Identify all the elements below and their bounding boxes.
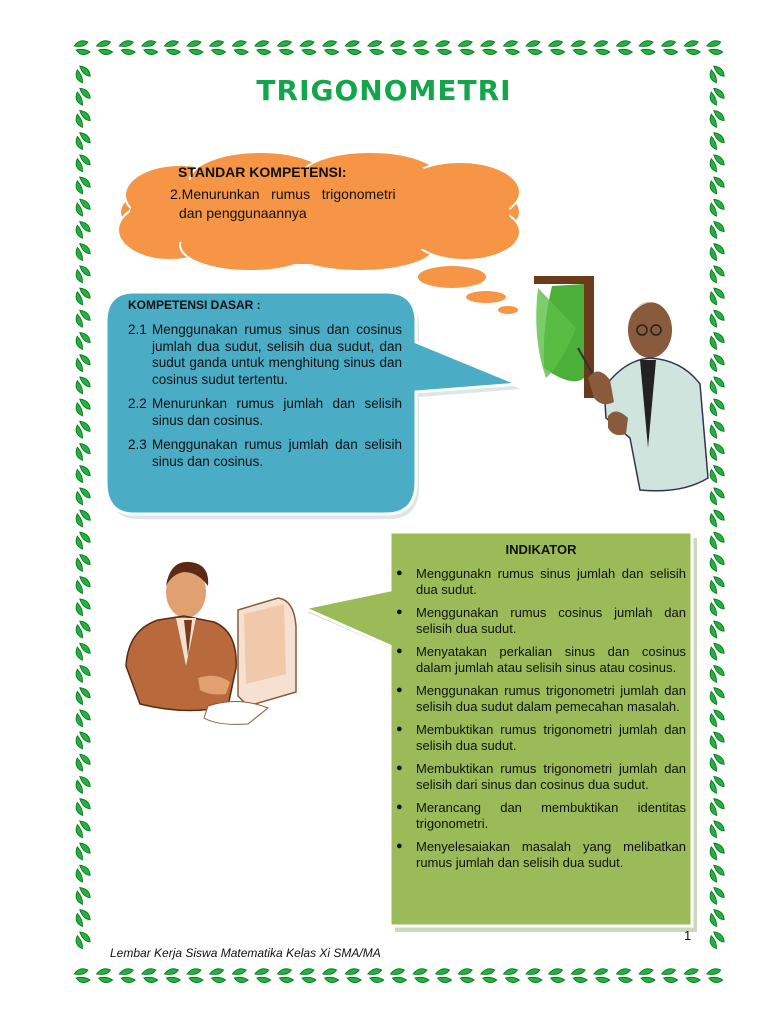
item-text: Merancang dan membuktikan identitas trigonometri. xyxy=(416,800,686,831)
leaf-ornament xyxy=(706,219,726,240)
indikator-item xyxy=(396,722,686,753)
indikator-item xyxy=(396,839,686,870)
leaf-ornament xyxy=(706,641,726,662)
leaf-ornament xyxy=(74,41,90,55)
leaf-ornament xyxy=(549,969,565,983)
leaf-ornament xyxy=(72,729,92,750)
leaf-ornament xyxy=(142,41,158,55)
leaf-ornament xyxy=(458,969,474,983)
leaf-ornament xyxy=(72,641,92,662)
item-number: 2.1 xyxy=(128,322,147,337)
footer-text: Lembar Kerja Siswa Matematika Kelas Xi SMA/MA xyxy=(110,946,381,960)
leaf-ornament xyxy=(72,374,92,395)
leaf-ornament xyxy=(72,352,92,373)
leaf-ornament xyxy=(706,840,726,861)
leaf-ornament xyxy=(706,818,726,839)
leaf-ornament xyxy=(164,41,180,55)
leaf-ornament xyxy=(594,969,610,983)
leaf-ornament xyxy=(707,41,723,55)
leaf-ornament xyxy=(72,552,92,573)
indikator-item xyxy=(396,800,686,831)
leaf-ornament xyxy=(526,969,542,983)
leaf-ornament xyxy=(255,41,271,55)
leaf-ornament xyxy=(706,108,726,129)
page-title: TRIGONOMETRI xyxy=(256,74,512,107)
leaf-ornament xyxy=(232,41,248,55)
leaf-ornament xyxy=(413,969,429,983)
leaf-ornament xyxy=(72,396,92,417)
leaf-ornament xyxy=(706,729,726,750)
teacher-clipart xyxy=(532,268,712,498)
leaf-ornament xyxy=(436,41,452,55)
leaf-ornament xyxy=(390,969,406,983)
leaf-ornament xyxy=(164,969,180,983)
leaf-ornament xyxy=(707,969,723,983)
kompetensi-dasar-item xyxy=(128,396,402,429)
leaf-ornament xyxy=(706,663,726,684)
leaf-ornament xyxy=(706,552,726,573)
leaf-ornament xyxy=(97,41,113,55)
leaf-ornament xyxy=(526,41,542,55)
leaf-ornament xyxy=(72,197,92,218)
indikator-list xyxy=(396,566,686,928)
bullet-icon: ● xyxy=(396,801,403,813)
leaf-ornament xyxy=(72,863,92,884)
leaf-ornament xyxy=(706,530,726,551)
item-number: 2.2 xyxy=(128,396,147,411)
kompetensi-dasar-list xyxy=(128,322,402,478)
leaf-ornament xyxy=(72,485,92,506)
leaf-ornament xyxy=(571,41,587,55)
indikator-item xyxy=(396,644,686,675)
leaf-ornament xyxy=(706,618,726,639)
bullet-icon: ● xyxy=(396,645,403,657)
leaf-ornament xyxy=(684,41,700,55)
leaf-ornament xyxy=(706,907,726,928)
leaf-ornament xyxy=(368,969,384,983)
leaf-ornament xyxy=(706,885,726,906)
leaf-ornament xyxy=(72,840,92,861)
leaf-ornament xyxy=(345,41,361,55)
leaf-ornament xyxy=(481,41,497,55)
leaf-ornament xyxy=(706,929,726,950)
leaf-ornament xyxy=(232,969,248,983)
leaf-ornament xyxy=(706,507,726,528)
leaf-ornament xyxy=(594,41,610,55)
leaf-ornament xyxy=(706,707,726,728)
leaf-ornament xyxy=(72,108,92,129)
leaf-ornament xyxy=(706,241,726,262)
indikator-item xyxy=(396,683,686,714)
bullet-icon: ● xyxy=(396,840,403,852)
leaf-ornament xyxy=(706,796,726,817)
leaf-ornament xyxy=(706,863,726,884)
leaf-ornament xyxy=(72,441,92,462)
leaf-ornament xyxy=(72,507,92,528)
item-text: Menggunakan rumus cosinus jumlah dan selisih dua sudut. xyxy=(416,605,686,636)
leaf-ornament xyxy=(616,969,632,983)
leaf-ornament xyxy=(706,130,726,151)
leaf-ornament xyxy=(300,969,316,983)
leaf-ornament xyxy=(187,41,203,55)
item-text: Menggunakn rumus sinus jumlah dan selisih dua sudut. xyxy=(416,566,686,597)
leaf-ornament xyxy=(277,969,293,983)
leaf-ornament xyxy=(662,41,678,55)
leaf-ornament xyxy=(187,969,203,983)
leaf-ornament xyxy=(72,241,92,262)
leaf-ornament xyxy=(72,152,92,173)
leaf-ornament xyxy=(142,969,158,983)
leaf-ornament xyxy=(72,929,92,950)
leaf-ornament xyxy=(72,285,92,306)
kompetensi-dasar-item xyxy=(128,322,402,388)
leaf-ornament xyxy=(210,969,226,983)
leaf-ornament xyxy=(616,41,632,55)
leaf-ornament xyxy=(503,969,519,983)
leaf-ornament xyxy=(74,969,90,983)
item-text: Menyelesaiakan masalah yang melibatkan rumus jumlah dan selisih dua sudut. xyxy=(416,839,686,870)
item-text: Menyatakan perkalian sinus dan cosinus dalam jumlah atau selisih sinus atau cosinus. xyxy=(416,644,686,675)
leaf-ornament xyxy=(72,419,92,440)
kompetensi-dasar-item xyxy=(128,437,402,470)
leaf-ornament xyxy=(413,41,429,55)
leaf-ornament xyxy=(72,574,92,595)
leaf-ornament xyxy=(706,596,726,617)
leaf-ornament xyxy=(368,41,384,55)
kompetensi-dasar-heading: KOMPETENSI DASAR : xyxy=(128,298,261,312)
leaf-ornament xyxy=(706,197,726,218)
leaf-ornament xyxy=(72,308,92,329)
item-text: Membuktikan rumus trigonometri jumlah dan selisih dua sudut. xyxy=(416,722,686,753)
indikator-heading: INDIKATOR xyxy=(505,542,577,557)
item-text: Menggunakan rumus jumlah dan selisih sinus dan cosinus. xyxy=(152,437,402,469)
leaf-ornament xyxy=(436,969,452,983)
leaf-ornament xyxy=(119,969,135,983)
leaf-ornament xyxy=(639,41,655,55)
leaf-ornament xyxy=(72,907,92,928)
leaf-ornament xyxy=(481,969,497,983)
leaf-ornament xyxy=(549,41,565,55)
leaf-ornament xyxy=(300,41,316,55)
leaf-ornament xyxy=(72,174,92,195)
standar-kompetensi-text xyxy=(170,185,434,223)
indikator-item xyxy=(396,566,686,597)
leaf-ornament xyxy=(72,130,92,151)
leaf-ornament xyxy=(706,752,726,773)
indikator-item xyxy=(396,605,686,636)
leaf-ornament xyxy=(706,685,726,706)
bullet-icon: ● xyxy=(396,567,403,579)
leaf-ornament xyxy=(72,663,92,684)
leaf-ornament xyxy=(277,41,293,55)
leaf-ornament xyxy=(662,969,678,983)
leaf-ornament xyxy=(210,41,226,55)
leaf-ornament xyxy=(323,41,339,55)
leaf-ornament xyxy=(72,219,92,240)
item-text: Menurunkan rumus jumlah dan selisih sinus dan cosinus. xyxy=(152,396,402,428)
leaf-ornament xyxy=(72,263,92,284)
leaf-ornament xyxy=(390,41,406,55)
leaf-ornament xyxy=(119,41,135,55)
leaf-ornament xyxy=(72,530,92,551)
leaf-ornament xyxy=(72,685,92,706)
standar-kompetensi-line2: dan penggunaannya xyxy=(179,205,307,221)
item-text: Menggunakan rumus sinus dan cosinus jumlah dua sudut, selisih dua sudut, dan sudut ganda untuk menghitung sinus dan cosinus sudut tertentu. xyxy=(152,322,402,387)
bullet-icon: ● xyxy=(396,762,403,774)
leaf-ornament xyxy=(72,774,92,795)
leaf-ornament xyxy=(503,41,519,55)
item-number: 2.3 xyxy=(128,437,147,452)
indikator-item xyxy=(396,761,686,792)
leaf-ornament xyxy=(706,152,726,173)
standar-kompetensi-line1: 2.Menurunkan rumus trigonometri xyxy=(170,186,396,202)
leaf-ornament xyxy=(345,969,361,983)
leaf-ornament xyxy=(97,969,113,983)
leaf-ornament xyxy=(255,969,271,983)
bullet-icon: ● xyxy=(396,606,403,618)
leaf-ornament xyxy=(706,774,726,795)
bullet-icon: ● xyxy=(396,723,403,735)
standar-kompetensi-heading: STANDAR KOMPETENSI: xyxy=(178,164,347,180)
computer-user-clipart xyxy=(118,556,308,731)
leaf-ornament xyxy=(706,574,726,595)
leaf-ornament xyxy=(72,885,92,906)
leaf-ornament xyxy=(72,752,92,773)
leaf-ornament xyxy=(571,969,587,983)
leaf-ornament xyxy=(72,818,92,839)
leaf-ornament xyxy=(684,969,700,983)
leaf-ornament xyxy=(72,330,92,351)
bullet-icon: ● xyxy=(396,684,403,696)
leaf-ornament xyxy=(72,596,92,617)
leaf-ornament xyxy=(323,969,339,983)
item-text: Membuktikan rumus trigonometri jumlah dan selisih dari sinus dan cosinus dua sudut. xyxy=(416,761,686,792)
leaf-ornament xyxy=(72,618,92,639)
leaf-ornament xyxy=(72,463,92,484)
leaf-ornament xyxy=(72,796,92,817)
leaf-ornament xyxy=(458,41,474,55)
item-text: Menggunakan rumus trigonometri jumlah dan selisih dua sudut dalam pemecahan masalah. xyxy=(416,683,686,714)
leaf-ornament xyxy=(639,969,655,983)
leaf-ornament xyxy=(72,707,92,728)
leaf-ornament xyxy=(706,174,726,195)
page-number: 1 xyxy=(684,928,692,943)
